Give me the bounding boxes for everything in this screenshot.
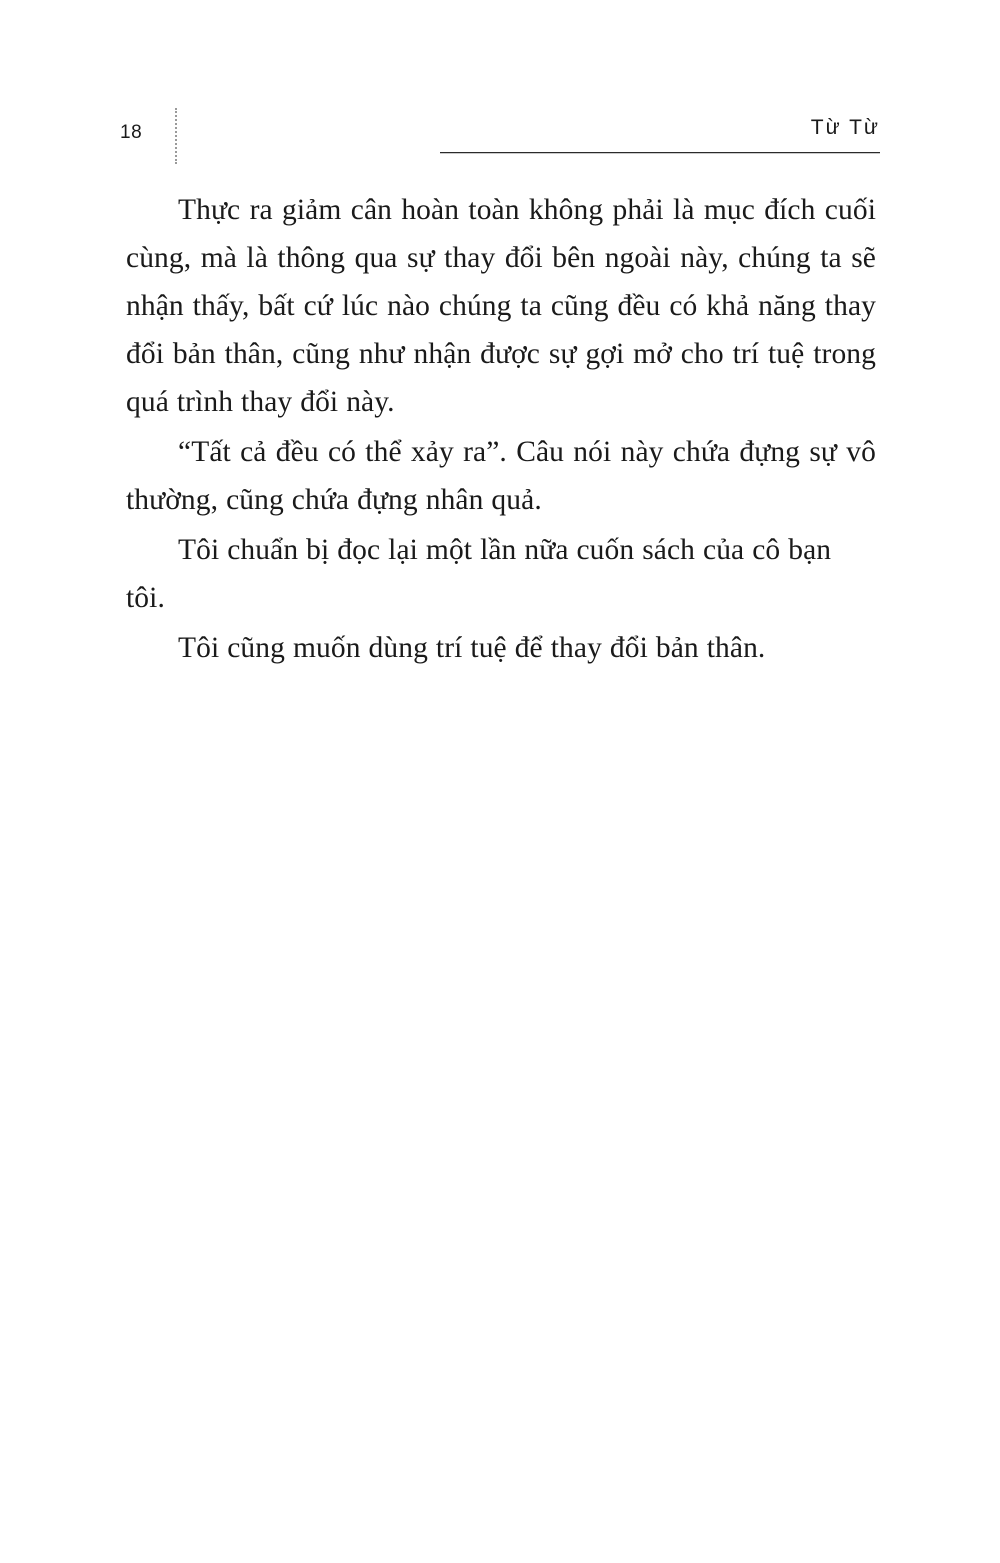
- paragraph: Tôi chuẩn bị đọc lại một lần nữa cuốn sách của cô bạn tôi.: [126, 534, 832, 614]
- folio-divider: [175, 108, 179, 164]
- running-head-title: Từ Từ: [810, 116, 880, 139]
- page-header: [120, 108, 880, 154]
- header-rule: [440, 152, 880, 153]
- paragraph: “Tất cả đều có thể xảy ra”. Câu nói này chứa đựng sự vô thường, cũng chứa đựng nhân quả.: [126, 436, 876, 516]
- body-text: [126, 186, 876, 674]
- page-number: 18: [120, 122, 143, 143]
- paragraph: Tôi cũng muốn dùng trí tuệ để thay đổi bản thân.: [178, 632, 766, 664]
- paragraph: Thực ra giảm cân hoàn toàn không phải là mục đích cuối cùng, mà là thông qua sự thay đổi bên ngoài này, chúng ta sẽ nhận thấy, bất cứ lúc nào chúng ta cũng đều có khả năng thay đổi bản thân, cũng như nhận được sự gợi mở cho trí tuệ trong quá trình thay đổi này.: [126, 194, 876, 418]
